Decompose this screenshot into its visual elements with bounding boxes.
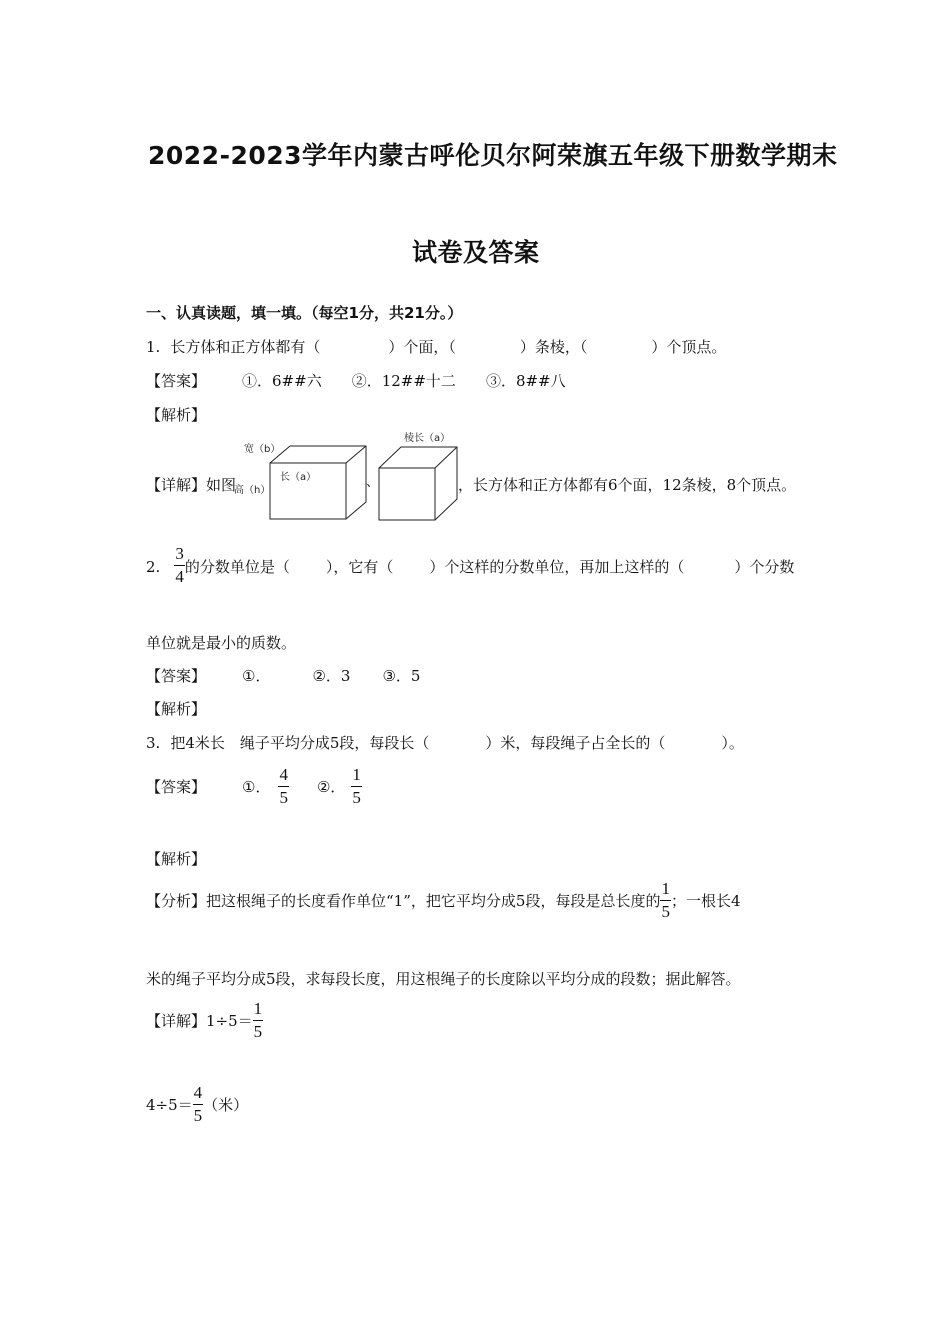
q3-answer-1-fraction [278,766,289,807]
answer-label: 【答案】 [146,372,207,390]
fraction-numerator: 1 [253,999,263,1018]
q3-text2: ）米，每段绳子占全长的（ [485,734,666,752]
fraction-numerator: 4 [279,765,288,784]
q3-text3: ）。 [721,734,744,752]
q3-detail-fraction-2 [193,1084,204,1125]
q3-detail-1 [146,1000,263,1041]
detail-label: 【详解】 [146,476,207,494]
q3-analysis-fraction [660,880,671,921]
cuboid-cube-figure [230,428,470,524]
q2-answer-2: ②．3 [312,667,351,685]
q2-answer [146,665,420,686]
q1-answer-1: ①．6##六 [242,372,322,390]
page-title-line2: 试卷及答案 [412,238,540,267]
section-heading: 一、认真读题，填一填。（每空1分，共21分。） [146,304,463,322]
fraction-denominator: 5 [193,1105,203,1125]
q3-text: 把4米长 绳子平均分成5段，每段长（ [170,734,430,752]
q1-answer-2: ②．12##十二 [351,372,456,390]
q1-part2: ）个面，（ [388,338,456,356]
cube-diagram [379,447,457,520]
q2-number: 2. [146,557,161,576]
q3-detail-2 [146,1084,248,1125]
q3-analysis-label: 【解析】 [146,850,207,868]
answer-label: 【答案】 [146,667,207,685]
q3-analysis [146,880,741,921]
label-edge: 棱长（a） [404,433,451,444]
fraction-bar [278,786,289,787]
fraction-bar [193,1104,204,1105]
fraction-bar [253,1020,264,1021]
q3-number: 3. [146,734,161,752]
fraction-numerator: 1 [661,879,670,898]
q2-line2: 单位就是最小的质数。 [146,634,297,652]
q1-part3: ）条棱，（ [519,338,588,356]
fraction-denominator: 5 [253,1021,263,1041]
question-3 [146,732,744,753]
fraction-numerator: 3 [175,544,184,563]
q2-text1: 的分数单位是（ [184,557,290,576]
q2-text3: ）个这样的分数单位，再加上这样的（ [429,557,685,576]
label-length: 长（a） [280,472,317,483]
detail-label: 【详解】 [146,1011,207,1030]
q1-answer-3: ③．8##八 [485,372,566,390]
q1-detail-prefix: 如图 [206,476,237,494]
answer-label: 【答案】 [146,777,207,796]
q1-part1: 长方体和正方体都有（ [170,338,321,356]
q3-analysis-line2: 米的绳子平均分成5段，求每段长度，用这根绳子的长度除以平均分成的段数；据此解答。 [146,970,741,988]
fraction-denominator: 4 [175,566,184,586]
question-2 [146,545,794,586]
label-width: 宽（b） [244,444,281,455]
q3-answer-1-prefix: ①． [242,777,271,796]
fraction-bar [660,900,671,901]
q3-detail-eq2: 4÷5＝ [146,1095,193,1114]
q3-answer-2-fraction [351,766,362,807]
fraction-numerator: 4 [193,1083,203,1102]
label-height: 高（h） [234,485,271,496]
q2-analysis-label: 【解析】 [146,700,207,718]
question-1 [146,336,726,357]
q1-detail [146,474,236,495]
q1-part4: ）个顶点。 [651,338,727,356]
fraction-numerator: 1 [352,765,361,784]
q1-answer [146,370,566,391]
q2-fraction [174,545,185,586]
q2-answer-3: ③．5 [382,667,421,685]
q2-text2: ），它有（ [325,557,394,576]
q3-answer-2-prefix: ②． [316,777,346,796]
q3-detail-eq1: 1÷5＝ [206,1011,253,1030]
q1-number: 1. [146,338,161,356]
fenxi-label: 【分析】 [146,891,207,910]
q3-analysis-text2: ；一根长4 [670,891,741,910]
q2-answer-1: ①． [242,667,271,685]
fraction-denominator: 5 [661,901,670,921]
fraction-bar [351,786,362,787]
q3-detail-fraction-1 [253,1000,264,1041]
fraction-denominator: 5 [352,787,361,807]
figure-separator: 、 [366,475,380,490]
fraction-bar [174,565,185,566]
page-title-line1: 2022-2023学年内蒙古呼伦贝尔阿荣旗五年级下册数学期末 [148,141,838,170]
fraction-denominator: 5 [279,787,288,807]
q1-analysis-label: 【解析】 [146,406,207,424]
q3-answer [146,766,362,807]
q3-detail-unit: （米） [203,1095,249,1114]
q2-text4: ）个分数 [734,557,795,576]
q1-detail-suffix: ，长方体和正方体都有6个面，12条棱，8个顶点。 [458,476,797,494]
q3-analysis-text1: 把这根绳子的长度看作单位“1”，把它平均分成5段，每段是总长度的 [206,891,661,910]
